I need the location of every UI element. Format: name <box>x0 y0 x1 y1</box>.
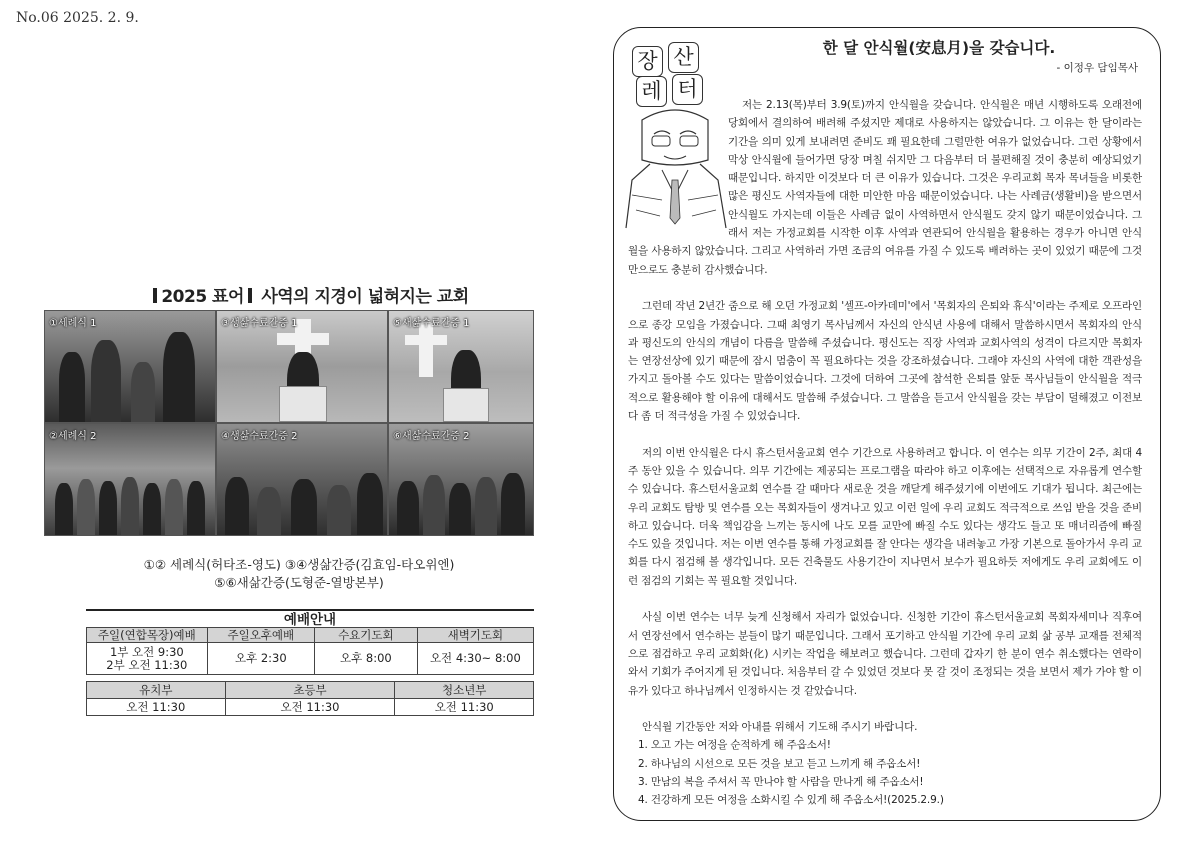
photo-caption: ⑤새삶수료간증 1 <box>393 318 470 329</box>
letter-title: 한 달 안식월(安息月)을 갖습니다. <box>822 39 1056 57</box>
photo-baptism-1 <box>44 310 216 423</box>
worship-title: 예배안내 <box>86 609 534 627</box>
column-stamp <box>628 42 716 102</box>
photo-new-life-2 <box>388 423 534 536</box>
paragraph: 그런데 작년 2년간 줌으로 해 오던 가정교회 '셀프-아카데미'에서 '목회자의 은퇴와 휴식'이라는 주제로 오프라인으로 종강 모임을 가졌습니다. 그때 최영기 목사님께서 자신의 안식년 사용에 대해서 말씀하시면서 목회자의 안식과 평신도의 안식의 개념이 다름을 말씀해 주셨습니다. 평신도는 직장 사역과 교회사역의 성격이 다르지만 목회자는 연장선상에 있기 때문에 잠시 멈춤이 꼭 필요하다는 것을 강조하셨습니다. 그래야 자신의 사역에 대한 객관성을 가지고 돌아볼 수도 있다는 말씀이었습니다. 그것에 더하여 그곳에 참석한 은퇴를 앞둔 목사님들이 안식월을 적극적으로 활용해야 할 이유에 대해서도 말씀해 주셨습니다. 그 말씀을 듣고서 안식월을 갖는 부담이 덜해졌고 이전보다 좀 더 적극성을 가질 수 있었습니다. <box>628 300 1142 423</box>
col-header: 새벽기도회 <box>417 628 533 643</box>
service-time: 1부 오전 9:30 <box>109 644 184 659</box>
cell-dawn: 오전 4:30~ 8:00 <box>417 643 533 675</box>
prayer-item: 3. 만남의 복을 주셔서 꼭 만나야 할 사람을 만나게 해 주옵소서! <box>638 775 924 788</box>
caption-line-1: ①② 세례식(허타조-영도) ③④생삶간증(김효임-타오위엔) <box>143 557 455 572</box>
motto-bar-left <box>153 288 157 303</box>
photo-caption: ③생삶수료간증 1 <box>221 318 298 329</box>
paragraph: 사실 이번 연수는 너무 늦게 신청해서 자리가 없었습니다. 신청한 기간이 휴스턴서울교회 목회자세미나 직후여서 연장선에서 연수하는 분들이 많기 때문입니다. 그래서 포기하고 안식월 기간에 우리 교회 삶 공부 교재를 전체적으로 점검하고 우리 교회화(化) 시키는 작업을 해보려고 했습니다. 그런데 갑자기 한 분이 연수 취소했다는 연락이 와서 기회가 주어지게 된 것입니다. 처음부터 갈 수 있었던 것보다 못 갈 것이 조정되는 것을 보면서 제가 가야 할 이유가 있다고 하나님께서 인정하시는 것 같았습니다. <box>628 611 1142 697</box>
motto-label: 2025 표어 <box>161 287 244 307</box>
photo-caption: ④생삶수료간증 2 <box>221 431 298 442</box>
stamp-char: 장 <box>632 46 663 77</box>
paragraph: 저는 2.13(목)부터 3.9(토)까지 안식월을 갖습니다. 안식월은 매년 시행하도록 오래전에 당회에서 결의하여 배려해 주셨지만 제대로 사용하지는 않았습니다. 그 이유는 한 달이라는 기간을 의미 있게 보내려면 준비도 꽤 필요한데 그럴만한 여유가 없었습니다. 그런 상황에서 막상 안식월에 들어가면 당장 며칠 쉬지만 그 다음부터 더 불편해질 것이 충분히 예상되었기 때문입니다. 하지만 이것보다 더 큰 이유가 있습니다. 그것은 우리교회 목자 목녀들을 비롯한 많은 평신도 사역자들에 대한 미안한 마음 때문이었습니다. 나는 사례금(생활비)을 받으면서 안식월도 가지는데 이들은 사례금 없이 사역하면서 안식월도 갖지 않기 때문이었습니다. 그래서 저는 가정교회를 시작한 이후 사역과 연관되어 안식월을 활용하는 경우가 아니면 안식월을 사용하지 않았습니다. 그리고 사역하러 가면 조금의 여유를 가질 수 있도록 배려하는 곳이 있었기 때문에 그것만으로도 충분히 감사했습니다. <box>628 99 1142 276</box>
photo-captions <box>44 556 554 592</box>
photo-grid <box>44 310 534 536</box>
worship-table-main <box>86 627 534 675</box>
stamp-char: 산 <box>668 42 699 73</box>
photo-testimony-1 <box>216 310 388 423</box>
service-time: 2부 오전 11:30 <box>106 657 188 672</box>
letter-author: - 이정우 담임목사 <box>1056 62 1138 74</box>
worship-schedule <box>86 609 534 716</box>
prayer-intro: 안식월 기간동안 저와 아내를 위해서 기도해 주시기 바랍니다. <box>642 721 918 734</box>
prayer-item: 1. 오고 가는 여정을 순적하게 해 주옵소서! <box>638 739 831 752</box>
cell-sunday <box>87 643 208 675</box>
cell-wednesday: 오후 8:00 <box>314 643 417 675</box>
photo-testimony-2 <box>216 423 388 536</box>
photo-caption: ⑥새삶수료간증 2 <box>393 431 470 442</box>
motto-text: 사역의 지경이 넓혀지는 교회 <box>261 287 469 307</box>
annual-motto <box>44 282 574 307</box>
photo-new-life-1 <box>388 310 534 423</box>
pastor-letter <box>613 27 1161 821</box>
dept-time: 오전 11:30 <box>87 699 226 716</box>
dept-header: 초등부 <box>225 682 395 699</box>
letter-body <box>628 96 1142 810</box>
dept-time: 오전 11:30 <box>225 699 395 716</box>
stamp-char: 레 <box>636 76 667 107</box>
motto-bar-right <box>248 288 252 303</box>
col-header: 주일(연합목장)예배 <box>87 628 208 643</box>
photo-baptism-2 <box>44 423 216 536</box>
worship-table-departments <box>86 681 534 716</box>
col-header: 수요기도회 <box>314 628 417 643</box>
dept-header: 유치부 <box>87 682 226 699</box>
col-header: 주일오후예배 <box>207 628 314 643</box>
prayer-item: 2. 하나님의 시선으로 모든 것을 보고 듣고 느끼게 해 주옵소서! <box>638 757 921 770</box>
dept-time: 오전 11:30 <box>395 699 534 716</box>
photo-caption: ②세례식 2 <box>49 431 97 442</box>
cell-sunday-afternoon: 오후 2:30 <box>207 643 314 675</box>
issue-number-date: No.06 2025. 2. 9. <box>16 10 139 26</box>
paragraph: 저의 이번 안식월은 다시 휴스턴서울교회 연수 기간으로 사용하려고 합니다. 이 연수는 의무 기간이 2주, 최대 4주 동안 있을 수 있습니다. 의무 기간에는 제공되는 프로그램을 따라야 하고 이후에는 선택적으로 자유롭게 연수할 수 있습니다. 휴스턴서울교회 연수를 갈 때마다 새로운 것을 깨닫게 해주셨기에 이번에도 기대가 됩니다. 최근에는 우리 교회도 탐방 및 연수를 오는 목회자들이 생겨나고 있고 이런 일에 우리 교회도 적극적으로 쓰임 받을 것을 준비하고 있습니다. 더욱 책임감을 느끼는 동시에 나도 모를 교만에 빠질 수도 있다는 생각도 들고 또 매너리즘에 빠질 수도 있을 것입니다. 저는 이번 연수를 통해 가정교회를 잘 안다는 생각을 내려놓고 가장 기본으로 돌아가서 우리 교회를 다시 점검해 볼 생각입니다. 모든 건축물도 사용기간이 지나면서 보수가 필요하듯 저에게도 우리 교회에도 이런 점검의 기회는 꼭 필요할 것입니다. <box>628 446 1142 587</box>
stamp-char: 터 <box>672 74 703 105</box>
prayer-item: 4. 건강하게 모든 여정을 소화시킬 수 있게 해 주옵소서!(2025.2.9.) <box>638 794 944 807</box>
photo-caption: ①세례식 1 <box>49 318 97 329</box>
dept-header: 청소년부 <box>395 682 534 699</box>
caption-line-2: ⑤⑥새삶간증(도형준-열방본부) <box>214 575 384 590</box>
